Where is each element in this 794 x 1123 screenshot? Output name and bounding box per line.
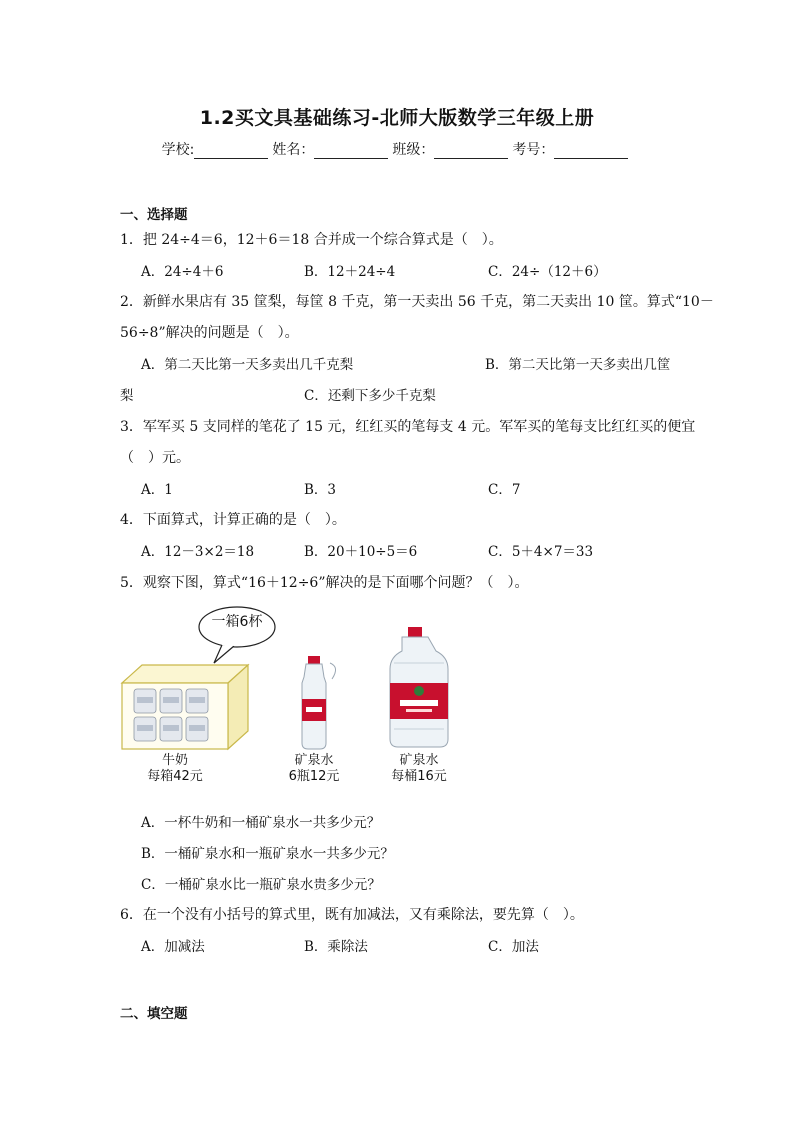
milk-caption-price: 每箱42元	[147, 769, 203, 784]
question-5-figure	[118, 603, 458, 793]
milk-box-icon	[122, 665, 248, 749]
number-label: 考号：	[512, 142, 555, 158]
school-blank[interactable]	[194, 144, 268, 159]
water-bottle-icon	[302, 656, 336, 749]
school-label: 学校:	[161, 142, 195, 158]
bottle-caption-price: 6瓶12元	[288, 769, 340, 784]
question-3-option-c[interactable]: C．7	[488, 482, 521, 498]
page-title: 1.2买文具基础练习-北师大版数学三年级上册	[199, 107, 595, 129]
question-3-option-b[interactable]: B．3	[304, 482, 337, 498]
name-blank[interactable]	[314, 144, 388, 159]
water-bucket-icon	[390, 627, 448, 747]
question-4-option-b[interactable]: B．20＋10÷5＝6	[304, 544, 418, 560]
section-title-choice: 一、选择题	[120, 207, 188, 223]
question-5-text: 5．观察下图，算式“16＋12÷6”解决的是下面哪个问题？（ ）。	[120, 575, 529, 591]
question-5-option-a[interactable]: A．一杯牛奶和一桶矿泉水一共多少元？	[141, 815, 381, 831]
question-6-text: 6．在一个没有小括号的算式里，既有加减法，又有乘除法，要先算（ ）。	[120, 907, 584, 923]
question-2-option-a[interactable]: A．第二天比第一天多卖出几千克梨	[141, 357, 354, 373]
question-4-text: 4．下面算式，计算正确的是（ ）。	[120, 512, 346, 528]
question-5-option-c[interactable]: C．一桶矿泉水比一瓶矿泉水贵多少元？	[141, 877, 381, 893]
question-3-text-line1: 3．军军买 5 支同样的笔花了 15 元，红红买的笔每支 4 元。军军买的笔每支比红红买的便宜	[120, 419, 696, 435]
number-blank[interactable]	[554, 144, 628, 159]
bucket-caption-name: 矿泉水	[399, 753, 439, 768]
student-info-row	[0, 139, 794, 159]
name-label: 姓名：	[272, 142, 315, 158]
question-1-option-c[interactable]: C．24÷（12＋6）	[488, 264, 607, 280]
question-3-text-line2: （ ）元。	[120, 450, 190, 466]
question-6-option-a[interactable]: A．加减法	[141, 939, 205, 955]
bucket-caption-price: 每桶16元	[391, 769, 447, 784]
question-1-option-a[interactable]: A．24÷4＋6	[141, 264, 224, 280]
section-title-fill-blank: 二、填空题	[120, 1006, 188, 1022]
question-6-option-b[interactable]: B．乘除法	[304, 939, 368, 955]
question-6-option-c[interactable]: C．加法	[488, 939, 539, 955]
question-2-text-line1: 2．新鲜水果店有 35 筐梨，每筐 8 千克，第一天卖出 56 千克，第二天卖出 10 筐。算式“10－	[120, 294, 714, 310]
class-label: 班级：	[392, 142, 435, 158]
question-3-option-a[interactable]: A．1	[141, 482, 173, 498]
question-2-text-line2: 56÷8”解决的问题是（ ）。	[120, 325, 299, 341]
question-2-option-b[interactable]: B．第二天比第一天多卖出几筐	[485, 357, 671, 373]
bottle-caption-name: 矿泉水	[294, 753, 334, 768]
question-1-text: 1．把 24÷4＝6，12＋6＝18 合并成一个综合算式是（ ）。	[120, 232, 503, 248]
bubble-text: 一箱6杯	[211, 614, 263, 630]
class-blank[interactable]	[434, 144, 508, 159]
milk-caption-name: 牛奶	[161, 753, 188, 768]
question-5-option-b[interactable]: B．一桶矿泉水和一瓶矿泉水一共多少元？	[141, 846, 394, 862]
question-4-option-a[interactable]: A．12－3×2＝18	[141, 544, 255, 560]
question-2-option-c[interactable]: C．还剩下多少千克梨	[304, 388, 436, 404]
question-4-option-c[interactable]: C．5＋4×7＝33	[488, 544, 594, 560]
question-2-option-b-continued: 梨	[120, 388, 134, 404]
question-1-option-b[interactable]: B．12＋24÷4	[304, 264, 396, 280]
